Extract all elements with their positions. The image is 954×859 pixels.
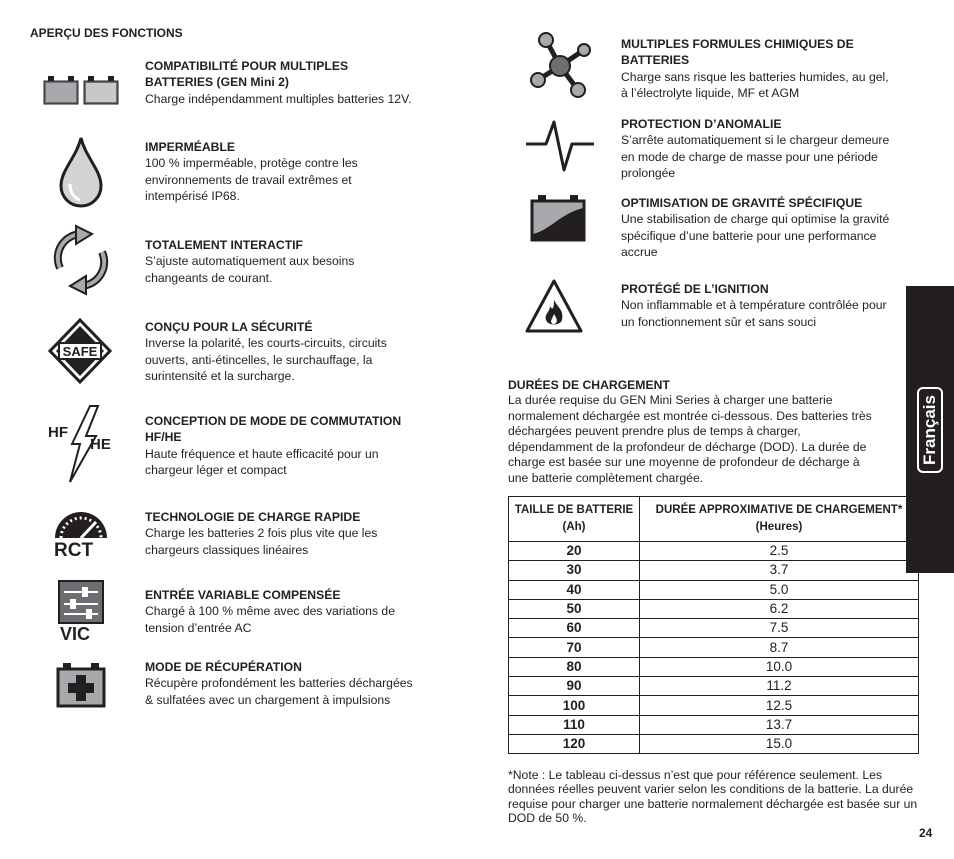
rct-gauge-icon [52, 502, 110, 562]
col-time-header: DURÉE APPROXIMATIVE DE CHARGEMENT* (Heures) [640, 497, 919, 542]
feature-title: OPTIMISATION DE GRAVITÉ SPÉCIFIQUE [621, 196, 863, 210]
safe-badge-label: SAFE [62, 344, 98, 359]
table-row [509, 542, 919, 561]
feature-safety [145, 319, 415, 384]
language-tab-label: Français [917, 387, 943, 473]
feature-text: S’arrête automatiquement si le chargeur demeure en mode de charge de masse pour une période prolongée [621, 133, 890, 180]
feature-waterproof [145, 139, 415, 204]
feature-hf-he [145, 413, 415, 478]
feature-multi-battery [145, 58, 415, 107]
time-cell: 13.7 [640, 715, 919, 734]
table-row [509, 696, 919, 715]
capacity-cell: 100 [509, 696, 640, 715]
page-number: 24 [919, 826, 933, 840]
feature-text: 100 % imperméable, protège contre les environnements de travail extrêmes et intempérisé IP68. [145, 156, 358, 203]
feature-title: TECHNOLOGIE DE CHARGE RAPIDE [145, 510, 361, 524]
feature-title: MODE DE RÉCUPÉRATION [145, 660, 302, 674]
feature-text: Inverse la polarité, les courts-circuits, circuits ouverts, anti-étincelles, le surchauffage, la surintensité et la surcharge. [145, 336, 387, 383]
table-footnote: *Note : Le tableau ci-dessus n’est que pour référence seulement. Les données réelles peuvent varier selon les conditions de la batterie. La durée requise pour charger une batterie normalement déchargée est basée sur un DOD de 50 %. [508, 768, 918, 825]
feature-chemistries [621, 36, 891, 101]
feature-interactive [145, 237, 415, 286]
feature-title: ENTRÉE VARIABLE COMPENSÉE [145, 588, 341, 602]
feature-text: Haute fréquence et haute efficacité pour un chargeur léger et compact [145, 446, 379, 477]
feature-anomaly [621, 116, 891, 181]
charging-intro: La durée requise du GEN Mini Series à charger une batterie normalement déchargée est montrée ci-dessous. Des batteries très déchargées peuvent prendre plus de temps à charger, dépendamment de la profondeur de décharge (DOD). La durée de charge est basée sur une moyenne de profondeur de décharge à une batterie complètement chargée. [508, 393, 872, 485]
feature-text: Récupère profondément les batteries déchargées & sulfatées avec un chargement à impulsions [145, 676, 413, 707]
feature-rapid-charge [145, 509, 415, 558]
capacity-cell: 60 [509, 619, 640, 638]
table-row [509, 677, 919, 696]
table-row [509, 561, 919, 580]
capacity-cell: 40 [509, 580, 640, 599]
hf-he-bolt-icon [46, 404, 118, 484]
capacity-cell: 80 [509, 657, 640, 676]
battery-gravity-icon [530, 194, 586, 242]
time-cell: 10.0 [640, 657, 919, 676]
feature-text: Charge les batteries 2 fois plus vite que les chargeurs classiques linéaires [145, 526, 378, 557]
feature-text: Une stabilisation de charge qui optimise la gravité spécifique d’une batterie pour une performance accrue [621, 212, 890, 259]
hf-label: HF [48, 424, 68, 441]
time-cell: 15.0 [640, 734, 919, 753]
time-cell: 11.2 [640, 677, 919, 696]
table-row [509, 638, 919, 657]
table-row [509, 619, 919, 638]
feature-title: IMPERMÉABLE [145, 140, 236, 154]
time-cell: 2.5 [640, 542, 919, 561]
table-row [509, 580, 919, 599]
capacity-cell: 50 [509, 599, 640, 618]
capacity-cell: 70 [509, 638, 640, 657]
table-row [509, 599, 919, 618]
battery-plus-icon [56, 662, 106, 708]
feature-ignition [621, 281, 891, 330]
he-label: HE [90, 436, 111, 453]
feature-title: CONÇU POUR LA SÉCURITÉ [145, 320, 313, 334]
capacity-cell: 120 [509, 734, 640, 753]
feature-title: PROTÉGÉ DE L’IGNITION [621, 282, 769, 296]
feature-title: TOTALEMENT INTERACTIF [145, 238, 303, 252]
table-header-row [509, 497, 919, 542]
time-cell: 6.2 [640, 599, 919, 618]
time-cell: 7.5 [640, 619, 919, 638]
time-cell: 12.5 [640, 696, 919, 715]
feature-title: MULTIPLES FORMULES CHIMIQUES DE BATTERIES [621, 37, 854, 68]
feature-variable-input [145, 587, 415, 636]
vic-label: VIC [60, 624, 91, 644]
feature-title: COMPATIBILITÉ POUR MULTIPLES BATTERIES (GEN Mini 2) [145, 59, 349, 90]
molecule-icon [528, 30, 592, 100]
feature-gravity [621, 195, 891, 260]
charging-title: DURÉES DE CHARGEMENT [508, 378, 670, 392]
feature-title: PROTECTION D’ANOMALIE [621, 117, 782, 131]
pulse-wave-icon [524, 118, 596, 174]
feature-text: S’ajuste automatiquement aux besoins changeants de courant. [145, 254, 355, 285]
col-capacity-header: TAILLE DE BATTERIE (Ah) [509, 497, 640, 542]
table-row [509, 734, 919, 753]
capacity-cell: 30 [509, 561, 640, 580]
table-row [509, 715, 919, 734]
time-cell: 8.7 [640, 638, 919, 657]
safe-badge-icon [48, 318, 112, 384]
time-cell: 5.0 [640, 580, 919, 599]
feature-title: CONCEPTION DE MODE DE COMMUTATION HF/HE [145, 414, 402, 445]
feature-text: Non inflammable et à température contrôlée pour un fonctionnement sûr et sans souci [621, 298, 887, 329]
capacity-cell: 110 [509, 715, 640, 734]
feature-text: Charge sans risque les batteries humides, au gel, à l’électrolyte liquide, MF et AGM [621, 69, 889, 100]
capacity-cell: 20 [509, 542, 640, 561]
capacity-cell: 90 [509, 677, 640, 696]
language-tab [906, 286, 954, 573]
fire-warning-icon [524, 278, 584, 334]
charging-table [508, 496, 919, 754]
time-cell: 3.7 [640, 561, 919, 580]
dual-battery-icon [42, 74, 120, 106]
table-row [509, 657, 919, 676]
vic-sliders-icon [56, 580, 108, 644]
water-drop-icon [58, 136, 104, 208]
feature-text: Chargé à 100 % même avec des variations de tension d’entrée AC [145, 604, 395, 635]
interactive-arrows-icon [52, 224, 110, 296]
feature-recovery [145, 659, 415, 708]
section-title: APERÇU DES FONCTIONS [30, 26, 183, 40]
feature-text: Charge indépendamment multiples batteries 12V. [145, 91, 412, 106]
rct-label: RCT [54, 540, 94, 561]
